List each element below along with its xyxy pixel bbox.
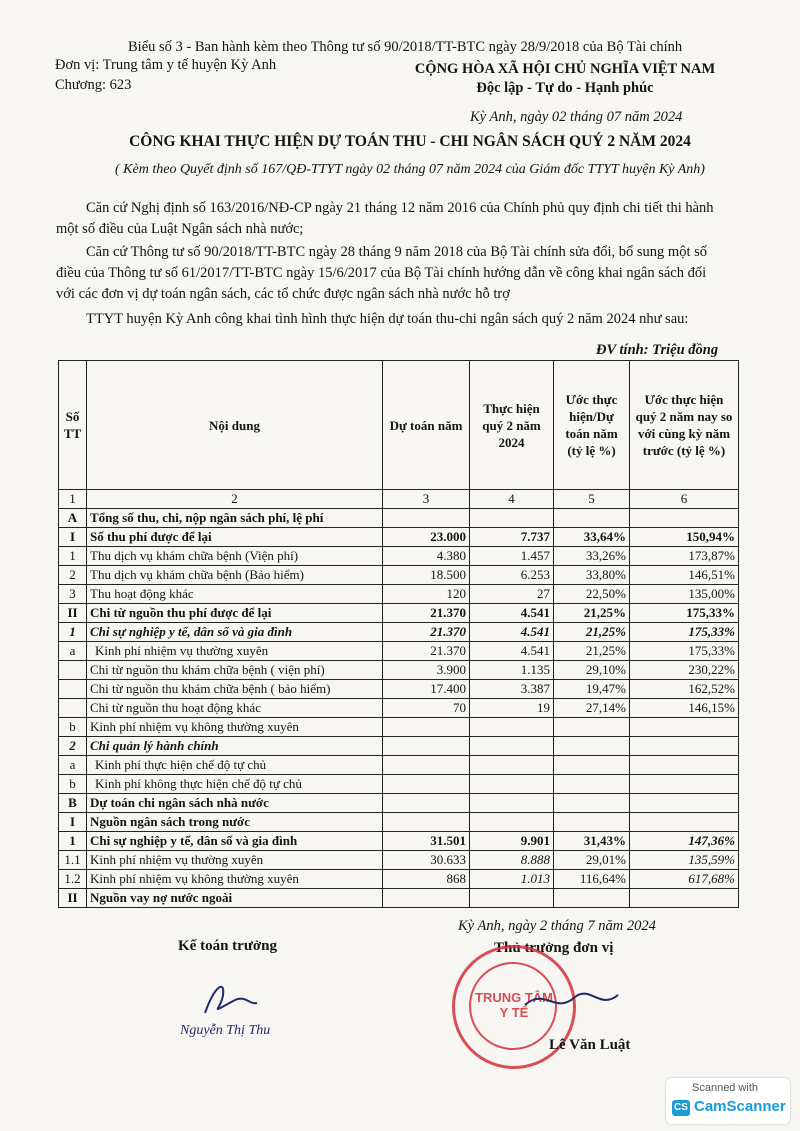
plan-cell: 70 [383, 699, 470, 718]
header-ratio: Ước thực hiện/Dự toán năm (tỷ lệ %) [554, 361, 630, 490]
table-row [59, 889, 739, 908]
content-cell: Thu hoạt động khác [87, 585, 383, 604]
ratio-cell: 21,25% [554, 642, 630, 661]
stt-cell: II [59, 604, 87, 623]
actual-cell: 4.541 [470, 642, 554, 661]
yoy-cell [630, 718, 739, 737]
content-cell: Dự toán chi ngân sách nhà nước [87, 794, 383, 813]
ratio-cell [554, 775, 630, 794]
actual-cell [470, 813, 554, 832]
content-cell: Thu dịch vụ khám chữa bệnh (Viện phí) [87, 547, 383, 566]
actual-cell: 1.013 [470, 870, 554, 889]
stamp-text: TRUNG TÂM Y TẾ [475, 990, 553, 1020]
plan-cell: 21.370 [383, 604, 470, 623]
ratio-cell [554, 737, 630, 756]
ratio-cell: 22,50% [554, 585, 630, 604]
content-cell: Chi từ nguồn thu hoạt động khác [87, 699, 383, 718]
stt-cell: b [59, 718, 87, 737]
plan-cell: 17.400 [383, 680, 470, 699]
ratio-cell [554, 813, 630, 832]
yoy-cell [630, 813, 739, 832]
content-cell: Chi từ nguồn thu phí được để lại [87, 604, 383, 623]
stt-cell: II [59, 889, 87, 908]
actual-cell: 1.135 [470, 661, 554, 680]
stt-cell: 1 [59, 547, 87, 566]
yoy-cell: 147,36% [630, 832, 739, 851]
plan-cell: 3.900 [383, 661, 470, 680]
yoy-cell: 175,33% [630, 623, 739, 642]
yoy-cell: 617,68% [630, 870, 739, 889]
camscanner-watermark [666, 1078, 790, 1124]
plan-cell: 21.370 [383, 623, 470, 642]
stt-cell: 1 [59, 623, 87, 642]
plan-cell [383, 889, 470, 908]
ratio-cell: 21,25% [554, 623, 630, 642]
plan-cell [383, 737, 470, 756]
table-row [59, 566, 739, 585]
content-cell: Kinh phí nhiệm vụ thường xuyên [87, 642, 383, 661]
content-cell: Chi sự nghiệp y tế, dân số và gia đình [87, 832, 383, 851]
director-signature [520, 975, 630, 1020]
actual-cell: 27 [470, 585, 554, 604]
plan-cell [383, 794, 470, 813]
plan-cell: 18.500 [383, 566, 470, 585]
actual-cell: 4.541 [470, 623, 554, 642]
table-row [59, 604, 739, 623]
table-row [59, 718, 739, 737]
table-row [59, 623, 739, 642]
plan-cell: 30.633 [383, 851, 470, 870]
ratio-cell: 29,01% [554, 851, 630, 870]
header-yoy: Ước thực hiện quý 2 năm nay so với cùng kỳ năm trước (tỷ lệ %) [630, 361, 739, 490]
stt-cell: I [59, 813, 87, 832]
yoy-cell: 175,33% [630, 642, 739, 661]
ratio-cell [554, 889, 630, 908]
plan-cell: 31.501 [383, 832, 470, 851]
stt-cell: a [59, 642, 87, 661]
legal-basis-2: Căn cứ Thông tư số 90/2018/TT-BTC ngày 28 tháng 9 năm 2018 của Bộ Tài chính sửa đổi, bổ sung một số điều của Thông tư số 61/2017/TT-BTC ngày 15/6/2017 của Bộ Tài chính hướng dẫn về công khai ngân sách đối với các đơn vị dự toán ngân sách, các tổ chức được ngân sách nhà nước hỗ trợ [56, 244, 707, 302]
yoy-cell: 146,15% [630, 699, 739, 718]
director-name: Lê Văn Luật [549, 1037, 631, 1053]
content-cell: Chi từ nguồn thu khám chữa bệnh ( bảo hiểm) [87, 680, 383, 699]
ratio-cell: 19,47% [554, 680, 630, 699]
yoy-cell [630, 756, 739, 775]
plan-cell [383, 718, 470, 737]
table-row [59, 699, 739, 718]
actual-cell: 6.253 [470, 566, 554, 585]
ratio-cell: 33,26% [554, 547, 630, 566]
actual-cell [470, 718, 554, 737]
actual-cell: 9.901 [470, 832, 554, 851]
page-title: CÔNG KHAI THỰC HIỆN DỰ TOÁN THU - CHI NGÂN SÁCH QUÝ 2 NĂM 2024 [129, 133, 691, 150]
table-row [59, 509, 739, 528]
actual-cell: 4.541 [470, 604, 554, 623]
yoy-cell: 230,22% [630, 661, 739, 680]
content-cell: Kinh phí thực hiện chế độ tự chủ [87, 756, 383, 775]
plan-cell [383, 813, 470, 832]
yoy-cell [630, 737, 739, 756]
plan-cell: 21.370 [383, 642, 470, 661]
actual-cell [470, 889, 554, 908]
plan-cell [383, 509, 470, 528]
content-cell: Chi sự nghiệp y tế, dân số và gia đình [87, 623, 383, 642]
actual-cell [470, 737, 554, 756]
table-row [59, 737, 739, 756]
plan-cell [383, 775, 470, 794]
table-row [59, 813, 739, 832]
stt-cell: 1.1 [59, 851, 87, 870]
content-cell: Kinh phí nhiệm vụ không thường xuyên [87, 718, 383, 737]
table-header-row [59, 361, 739, 490]
motto: Độc lập - Tự do - Hạnh phúc [476, 80, 654, 96]
ratio-cell: 21,25% [554, 604, 630, 623]
col-index: 3 [383, 490, 470, 509]
yoy-cell: 175,33% [630, 604, 739, 623]
table-row [59, 661, 739, 680]
yoy-cell [630, 794, 739, 813]
unit-note: ĐV tính: Triệu đồng [596, 342, 719, 358]
content-cell: Nguồn vay nợ nước ngoài [87, 889, 383, 908]
intro-statement: TTYT huyện Kỳ Anh công khai tình hình thực hiện dự toán thu-chi ngân sách quý 2 năm 2024 như sau: [86, 311, 689, 327]
director-title: Thủ trưởng đơn vị [494, 940, 614, 956]
table-row [59, 832, 739, 851]
content-cell: Kinh phí không thực hiện chế độ tự chủ [87, 775, 383, 794]
header-actual: Thực hiện quý 2 năm 2024 [470, 361, 554, 490]
camscanner-logo-icon: CS [672, 1100, 690, 1116]
stt-cell: 1 [59, 832, 87, 851]
stt-cell: 1.2 [59, 870, 87, 889]
ratio-cell: 116,64% [554, 870, 630, 889]
table-row [59, 547, 739, 566]
content-cell: Chi quản lý hành chính [87, 737, 383, 756]
col-index: 1 [59, 490, 87, 509]
ratio-cell: 33,80% [554, 566, 630, 585]
chief-accountant-name: Nguyễn Thị Thu [180, 1023, 271, 1038]
plan-cell: 120 [383, 585, 470, 604]
yoy-cell: 135,59% [630, 851, 739, 870]
actual-cell: 19 [470, 699, 554, 718]
legal-basis-1: Căn cứ Nghị định số 163/2016/NĐ-CP ngày 21 tháng 12 năm 2016 của Chính phủ quy định chi tiết thi hành một số điều của Luật Ngân sách nhà nước; [56, 200, 714, 237]
content-cell: Chi từ nguồn thu khám chữa bệnh ( viện phí) [87, 661, 383, 680]
content-cell: Nguồn ngân sách trong nước [87, 813, 383, 832]
plan-cell: 23.000 [383, 528, 470, 547]
yoy-cell: 146,51% [630, 566, 739, 585]
col-index: 5 [554, 490, 630, 509]
column-index-row [59, 490, 739, 509]
stt-cell: 2 [59, 566, 87, 585]
plan-cell: 868 [383, 870, 470, 889]
form-note: Biểu số 3 - Ban hành kèm theo Thông tư số 90/2018/TT-BTC ngày 28/9/2018 của Bộ Tài chính [128, 39, 683, 55]
ratio-cell: 29,10% [554, 661, 630, 680]
yoy-cell: 162,52% [630, 680, 739, 699]
actual-cell: 3.387 [470, 680, 554, 699]
ratio-cell [554, 718, 630, 737]
ratio-cell [554, 794, 630, 813]
yoy-cell: 150,94% [630, 528, 739, 547]
stt-cell: B [59, 794, 87, 813]
actual-cell: 7.737 [470, 528, 554, 547]
stt-cell: b [59, 775, 87, 794]
yoy-cell: 173,87% [630, 547, 739, 566]
col-index: 2 [87, 490, 383, 509]
chief-accountant-title: Kế toán trưởng [178, 938, 277, 954]
plan-cell: 4.380 [383, 547, 470, 566]
stt-cell: 3 [59, 585, 87, 604]
footer-date: Kỳ Anh, ngày 2 tháng 7 năm 2024 [458, 918, 656, 934]
table-row [59, 794, 739, 813]
yoy-cell [630, 509, 739, 528]
stt-cell [59, 661, 87, 680]
col-index: 4 [470, 490, 554, 509]
content-cell: Kinh phí nhiệm vụ thường xuyên [87, 851, 383, 870]
ratio-cell [554, 756, 630, 775]
yoy-cell: 135,00% [630, 585, 739, 604]
header-stt: Số TT [59, 361, 87, 490]
stt-cell: I [59, 528, 87, 547]
table-row [59, 680, 739, 699]
content-cell: Tổng số thu, chi, nộp ngân sách phí, lệ phí [87, 509, 383, 528]
chapter: Chương: 623 [55, 77, 132, 93]
date-line: Kỳ Anh, ngày 02 tháng 07 năm 2024 [470, 109, 683, 125]
actual-cell: 8.888 [470, 851, 554, 870]
plan-cell [383, 756, 470, 775]
stt-cell: A [59, 509, 87, 528]
ratio-cell: 31,43% [554, 832, 630, 851]
stt-cell [59, 699, 87, 718]
scanned-with-label: Scanned with [692, 1082, 759, 1094]
table-row [59, 642, 739, 661]
budget-table [58, 360, 739, 908]
content-cell: Kinh phí nhiệm vụ không thường xuyên [87, 870, 383, 889]
chief-accountant-signature [195, 975, 265, 1020]
table-row [59, 528, 739, 547]
ratio-cell: 27,14% [554, 699, 630, 718]
camscanner-brand: CamScanner [694, 1098, 786, 1115]
header-plan: Dự toán năm [383, 361, 470, 490]
table-row [59, 585, 739, 604]
content-cell: Số thu phí được để lại [87, 528, 383, 547]
unit-name: Đơn vị: Trung tâm y tế huyện Kỳ Anh [55, 57, 277, 73]
table-row [59, 851, 739, 870]
table-row [59, 870, 739, 889]
content-cell: Thu dịch vụ khám chữa bệnh (Bảo hiểm) [87, 566, 383, 585]
yoy-cell [630, 775, 739, 794]
ratio-cell: 33,64% [554, 528, 630, 547]
yoy-cell [630, 889, 739, 908]
actual-cell [470, 509, 554, 528]
stt-cell: a [59, 756, 87, 775]
nation-title: CỘNG HÒA XÃ HỘI CHỦ NGHĨA VIỆT NAM [414, 61, 716, 77]
actual-cell: 1.457 [470, 547, 554, 566]
table-row [59, 775, 739, 794]
page-subtitle: ( Kèm theo Quyết định số 167/QĐ-TTYT ngày 02 tháng 07 năm 2024 của Giám đốc TTYT huyện Kỳ Anh) [115, 162, 705, 177]
actual-cell [470, 775, 554, 794]
stt-cell: 2 [59, 737, 87, 756]
stt-cell [59, 680, 87, 699]
table-row [59, 756, 739, 775]
actual-cell [470, 794, 554, 813]
header-content: Nội dung [87, 361, 383, 490]
col-index: 6 [630, 490, 739, 509]
ratio-cell [554, 509, 630, 528]
actual-cell [470, 756, 554, 775]
